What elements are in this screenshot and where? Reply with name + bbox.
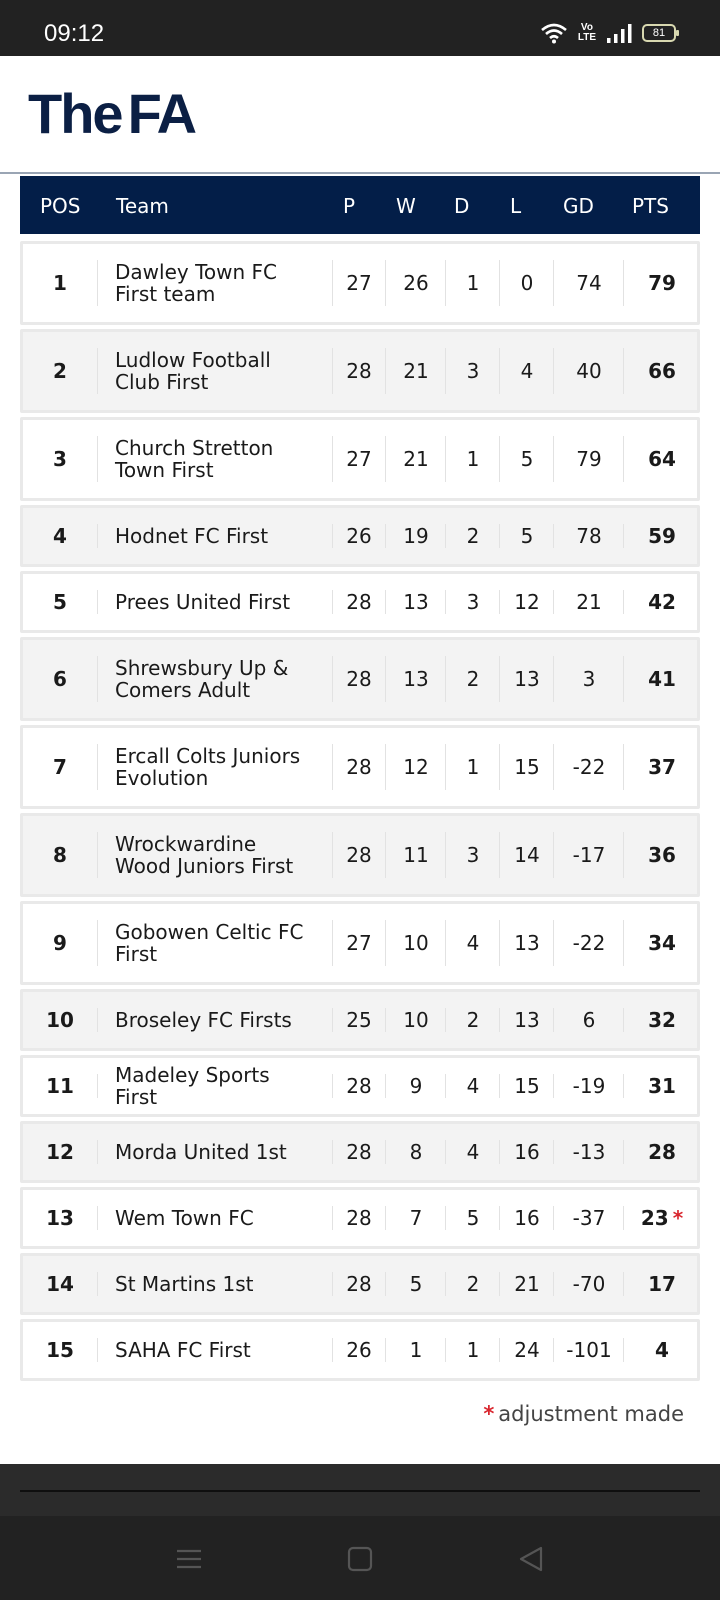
row-gd [554, 508, 624, 564]
row-pts-value: 41 [648, 667, 676, 691]
row-gd [554, 332, 624, 410]
table-row[interactable] [20, 989, 700, 1051]
row-gd [554, 1190, 624, 1246]
row-l [500, 508, 554, 564]
column-separator [97, 524, 98, 548]
row-pts [624, 332, 700, 410]
row-d-value: 2 [466, 524, 480, 548]
column-separator [97, 1008, 98, 1032]
row-gd-value: -13 [572, 1140, 606, 1164]
row-pts-value: 37 [648, 755, 676, 779]
row-pts-value: 64 [648, 447, 676, 471]
row-position: 1 [53, 271, 67, 295]
square-home-icon[interactable] [343, 1542, 377, 1576]
row-l [500, 1058, 554, 1114]
row-gd [554, 420, 624, 498]
row-gd-value: -37 [572, 1206, 606, 1230]
table-row[interactable] [20, 329, 700, 413]
row-position: 10 [46, 1008, 74, 1032]
row-w-value: 13 [403, 590, 429, 614]
row-position: 6 [53, 667, 67, 691]
row-d-value: 1 [466, 1338, 480, 1362]
row-p-value: 28 [346, 843, 372, 867]
column-separator [97, 436, 98, 482]
row-l-value: 21 [514, 1272, 540, 1296]
row-l [500, 1256, 554, 1312]
signal-icon [606, 23, 632, 43]
row-w [386, 904, 446, 982]
column-separator [97, 1140, 98, 1164]
row-d [446, 574, 500, 630]
row-position: 8 [53, 843, 67, 867]
row-gd-value: 40 [576, 359, 602, 383]
row-gd [554, 1322, 624, 1378]
table-row[interactable] [20, 417, 700, 501]
row-w-value: 10 [403, 931, 429, 955]
site-header [0, 56, 720, 174]
row-w-value: 13 [403, 667, 429, 691]
row-w-value: 5 [409, 1272, 423, 1296]
row-pts-value: 34 [648, 931, 676, 955]
row-w-value: 11 [403, 843, 429, 867]
row-p [333, 332, 385, 410]
row-gd [554, 1256, 624, 1312]
row-l [500, 728, 554, 806]
row-pts [624, 1256, 700, 1312]
row-d-value: 1 [466, 755, 480, 779]
row-p-value: 26 [346, 524, 372, 548]
row-l-value: 12 [514, 590, 540, 614]
row-p [333, 244, 385, 322]
row-gd-value: -22 [572, 931, 606, 955]
row-d [446, 728, 500, 806]
row-team-name[interactable]: Broseley FC Firsts [115, 1008, 292, 1032]
column-separator [97, 656, 98, 702]
logo-the: The [28, 82, 122, 145]
row-d-value: 5 [466, 1206, 480, 1230]
row-d-value: 1 [466, 271, 480, 295]
status-icons [540, 22, 676, 44]
footer-divider [20, 1490, 700, 1492]
row-gd-value: 74 [576, 271, 602, 295]
row-gd [554, 816, 624, 894]
row-l-value: 13 [514, 1008, 540, 1032]
row-position: 3 [53, 447, 67, 471]
col-l: L [510, 194, 522, 218]
row-team-name[interactable]: St Martins 1st [115, 1272, 254, 1296]
row-w-value: 21 [403, 447, 429, 471]
row-d [446, 1190, 500, 1246]
row-position: 7 [53, 755, 67, 779]
row-l [500, 332, 554, 410]
row-team-name[interactable]: Ludlow Football Club First [115, 348, 271, 394]
page-footer [0, 1464, 720, 1516]
row-team-name[interactable]: Shrewsbury Up & Comers Adult [115, 656, 289, 702]
table-row[interactable] [20, 571, 700, 633]
row-position: 11 [46, 1074, 74, 1098]
row-l-value: 4 [520, 359, 534, 383]
column-separator [97, 260, 98, 306]
row-gd [554, 992, 624, 1048]
row-d [446, 1322, 500, 1378]
volte-top: Vo [580, 22, 593, 33]
row-d-value: 3 [466, 359, 480, 383]
status-bar [0, 0, 720, 56]
row-d [446, 508, 500, 564]
column-separator [97, 348, 98, 394]
row-pts [624, 574, 700, 630]
row-p [333, 1124, 385, 1180]
row-p-value: 28 [346, 755, 372, 779]
row-gd-value: 79 [576, 447, 602, 471]
row-l [500, 420, 554, 498]
row-gd-value: 6 [582, 1008, 596, 1032]
row-position: 4 [53, 524, 67, 548]
row-p [333, 728, 385, 806]
row-team-name[interactable]: Ercall Colts Juniors Evolution [115, 744, 301, 790]
row-l [500, 992, 554, 1048]
col-team: Team [116, 194, 169, 218]
row-pts [624, 816, 700, 894]
row-p [333, 816, 385, 894]
row-pts-value: 59 [648, 524, 676, 548]
footnote-text: adjustment made [498, 1402, 684, 1426]
row-gd-value: -19 [572, 1074, 606, 1098]
row-position: 13 [46, 1206, 74, 1230]
row-l-value: 5 [520, 447, 534, 471]
row-pts-value: 42 [648, 590, 676, 614]
row-d-value: 2 [466, 667, 480, 691]
row-w-value: 12 [403, 755, 429, 779]
row-p [333, 992, 385, 1048]
row-w [386, 574, 446, 630]
row-gd-value: -17 [572, 843, 606, 867]
row-p-value: 28 [346, 1272, 372, 1296]
row-p [333, 640, 385, 718]
row-d [446, 1256, 500, 1312]
row-l [500, 1124, 554, 1180]
navigation-bar [0, 1516, 720, 1600]
row-l-value: 13 [514, 931, 540, 955]
column-separator [97, 1272, 98, 1296]
row-pts [624, 728, 700, 806]
row-team-name[interactable]: Prees United First [115, 590, 291, 614]
row-p [333, 1058, 385, 1114]
row-w [386, 1190, 446, 1246]
row-position: 2 [53, 359, 67, 383]
row-d-value: 2 [466, 1008, 480, 1032]
adjustment-star: * [483, 1402, 495, 1426]
row-pts-value: 66 [648, 359, 676, 383]
league-table-header [20, 176, 700, 234]
row-p-value: 28 [346, 1140, 372, 1164]
row-l-value: 24 [514, 1338, 540, 1362]
table-row[interactable] [20, 1319, 700, 1381]
row-l-value: 16 [514, 1206, 540, 1230]
row-pts-value: 31 [648, 1074, 676, 1098]
row-l-value: 15 [514, 1074, 540, 1098]
row-l [500, 816, 554, 894]
row-position: 12 [46, 1140, 74, 1164]
table-row[interactable] [20, 1055, 700, 1117]
row-l [500, 574, 554, 630]
column-separator [97, 590, 98, 614]
row-l-value: 0 [520, 271, 534, 295]
row-p-value: 28 [346, 359, 372, 383]
menu-icon[interactable] [172, 1542, 206, 1576]
table-row[interactable] [20, 1253, 700, 1315]
row-p [333, 904, 385, 982]
row-d [446, 816, 500, 894]
row-w [386, 816, 446, 894]
row-p [333, 1322, 385, 1378]
row-gd [554, 1124, 624, 1180]
adjustment-footnote [483, 1402, 684, 1426]
row-w [386, 992, 446, 1048]
row-position: 9 [53, 931, 67, 955]
row-team-name[interactable]: Wrockwardine Wood Juniors First [115, 832, 294, 878]
row-pts [624, 1058, 700, 1114]
row-gd [554, 728, 624, 806]
row-gd-value: -101 [566, 1338, 612, 1362]
row-p-value: 26 [346, 1338, 372, 1362]
row-w-value: 1 [409, 1338, 423, 1362]
row-pts [624, 1124, 700, 1180]
row-team-name[interactable]: Madeley Sports First [115, 1063, 270, 1109]
row-p-value: 27 [346, 931, 372, 955]
row-d-value: 4 [466, 1140, 480, 1164]
col-d: D [454, 194, 470, 218]
row-w [386, 640, 446, 718]
row-l [500, 1190, 554, 1246]
row-p [333, 420, 385, 498]
row-w-value: 10 [403, 1008, 429, 1032]
column-separator [97, 744, 98, 790]
row-pts [624, 992, 700, 1048]
row-w-value: 19 [403, 524, 429, 548]
row-d-value: 2 [466, 1272, 480, 1296]
row-l-value: 15 [514, 755, 540, 779]
row-p-value: 28 [346, 1074, 372, 1098]
volte-indicator [578, 23, 596, 43]
row-team-name[interactable]: Church Stretton Town First [115, 436, 274, 482]
row-pts [624, 904, 700, 982]
row-pts [624, 420, 700, 498]
row-w-value: 21 [403, 359, 429, 383]
row-d [446, 1124, 500, 1180]
row-p-value: 28 [346, 667, 372, 691]
table-row[interactable] [20, 813, 700, 897]
row-p [333, 574, 385, 630]
row-position: 5 [53, 590, 67, 614]
col-pos: POS [40, 194, 81, 218]
row-team-name[interactable]: Gobowen Celtic FC First [115, 920, 304, 966]
row-d [446, 332, 500, 410]
table-row[interactable] [20, 725, 700, 809]
row-pts [624, 244, 700, 322]
column-separator [97, 1074, 98, 1098]
row-gd [554, 904, 624, 982]
triangle-back-icon[interactable] [514, 1542, 548, 1576]
row-gd [554, 574, 624, 630]
row-team-name[interactable]: Wem Town FC [115, 1206, 254, 1230]
adjustment-star: * [672, 1206, 684, 1230]
row-w [386, 508, 446, 564]
row-d-value: 3 [466, 843, 480, 867]
row-w [386, 1124, 446, 1180]
row-gd-value: 3 [582, 667, 596, 691]
row-pts-value: 32 [648, 1008, 676, 1032]
row-w [386, 1058, 446, 1114]
column-separator [97, 1338, 98, 1362]
row-l-value: 5 [520, 524, 534, 548]
table-row[interactable] [20, 1187, 700, 1249]
row-p [333, 1190, 385, 1246]
row-w-value: 8 [409, 1140, 423, 1164]
row-w-value: 26 [403, 271, 429, 295]
wifi-icon [540, 22, 568, 44]
row-d [446, 420, 500, 498]
row-d-value: 4 [466, 931, 480, 955]
row-pts-value: 23 [640, 1206, 669, 1230]
row-pts [624, 640, 700, 718]
table-row[interactable] [20, 241, 700, 325]
row-w [386, 244, 446, 322]
row-d-value: 3 [466, 590, 480, 614]
row-d [446, 640, 500, 718]
column-separator [97, 832, 98, 878]
col-pts: PTS [632, 194, 669, 218]
status-time: 09:12 [44, 20, 105, 47]
row-w-value: 7 [409, 1206, 423, 1230]
col-w: W [396, 194, 416, 218]
row-l [500, 1322, 554, 1378]
row-p-value: 28 [346, 590, 372, 614]
row-d-value: 4 [466, 1074, 480, 1098]
row-team-name[interactable]: Morda United 1st [115, 1140, 287, 1164]
row-gd-value: 21 [576, 590, 602, 614]
row-d [446, 1058, 500, 1114]
column-separator [97, 1206, 98, 1230]
row-p-value: 27 [346, 271, 372, 295]
logo-fa: FA [127, 82, 196, 145]
table-row[interactable] [20, 505, 700, 567]
row-w [386, 1322, 446, 1378]
row-position: 14 [46, 1272, 74, 1296]
row-w [386, 728, 446, 806]
row-pts [624, 1190, 700, 1246]
row-gd [554, 1058, 624, 1114]
row-l-value: 13 [514, 667, 540, 691]
row-l [500, 244, 554, 322]
row-p-value: 28 [346, 1206, 372, 1230]
row-d [446, 904, 500, 982]
row-w [386, 420, 446, 498]
row-pts-value: 36 [648, 843, 676, 867]
row-p [333, 508, 385, 564]
volte-bottom: LTE [577, 32, 596, 43]
row-pts-value: 28 [648, 1140, 676, 1164]
the-fa-logo[interactable] [28, 84, 195, 144]
table-row[interactable] [20, 901, 700, 985]
row-gd [554, 244, 624, 322]
col-gd: GD [563, 194, 594, 218]
row-gd [554, 640, 624, 718]
row-w-value: 9 [409, 1074, 423, 1098]
row-d [446, 244, 500, 322]
row-pts [624, 508, 700, 564]
row-l-value: 16 [514, 1140, 540, 1164]
battery-icon: 81 [642, 24, 676, 42]
column-separator [97, 920, 98, 966]
row-pts-value: 17 [648, 1272, 676, 1296]
row-gd-value: 78 [576, 524, 602, 548]
row-pts-value: 4 [655, 1338, 669, 1362]
row-team-name[interactable]: Hodnet FC First [115, 524, 269, 548]
row-pts-value: 79 [648, 271, 676, 295]
row-pts [624, 1322, 700, 1378]
row-p [333, 1256, 385, 1312]
row-d-value: 1 [466, 447, 480, 471]
row-gd-value: -70 [572, 1272, 606, 1296]
row-l [500, 640, 554, 718]
row-l [500, 904, 554, 982]
row-l-value: 14 [514, 843, 540, 867]
row-gd-value: -22 [572, 755, 606, 779]
table-row[interactable] [20, 1121, 700, 1183]
row-p-value: 27 [346, 447, 372, 471]
col-p: P [343, 194, 356, 218]
row-team-name[interactable]: Dawley Town FC First team [115, 260, 277, 306]
row-p-value: 25 [346, 1008, 372, 1032]
row-team-name[interactable]: SAHA FC First [115, 1338, 251, 1362]
row-w [386, 332, 446, 410]
row-d [446, 992, 500, 1048]
row-w [386, 1256, 446, 1312]
table-row[interactable] [20, 637, 700, 721]
row-position: 15 [46, 1338, 74, 1362]
